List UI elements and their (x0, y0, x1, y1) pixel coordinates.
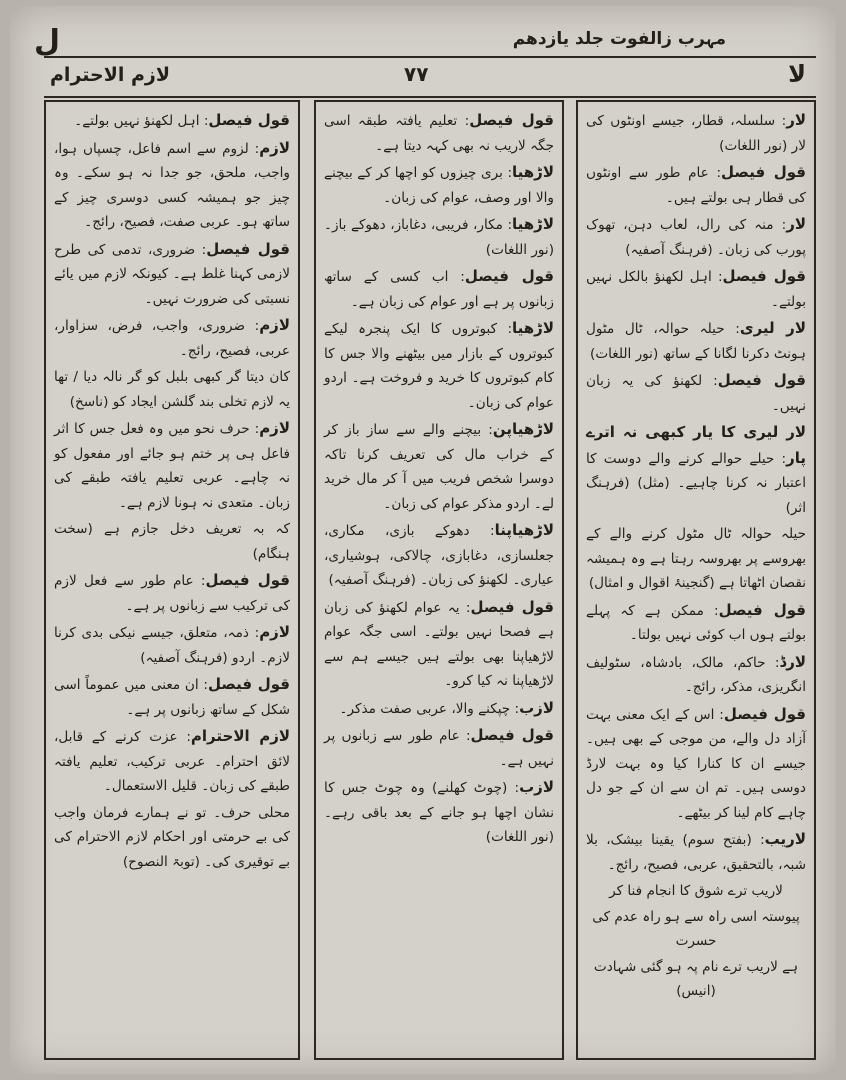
dictionary-entry (324, 417, 554, 516)
entry-headword: قول فیصل (718, 600, 806, 619)
entry-body: : ضروری، تدمی کی طرح لازمی کہنا غلط ہے۔ کیونکہ لازم میں یائے نسبتی کی ضرورت نہیں۔ (54, 241, 290, 307)
dictionary-entry (54, 568, 290, 618)
entry-headword: لاریب (764, 830, 806, 848)
entry-headword: قول فیصل (721, 163, 807, 181)
dictionary-entry (586, 212, 806, 262)
entry-headword: قول فیصل (470, 597, 555, 616)
entry-body: : حاکم، مالک، بادشاہ، سٹولیف انگریزی، مذکر، رائج۔ (586, 654, 806, 695)
entry-body: : لزوم سے اسم فاعل، چسپاں ہوا، واجب، ملحق، جو جدا نہ ہو سکے۔ وہ چیز جو ہمیشہ کسی دوسری چیز کے ساتھ ہو۔ عربی صفت، فصیح، رائج۔ (54, 140, 290, 230)
dictionary-entry (324, 723, 554, 773)
dictionary-entry (586, 420, 806, 520)
columns (44, 100, 816, 1060)
dictionary-entry (54, 313, 290, 363)
dictionary-entry (324, 775, 554, 850)
entry-body: : ضروری، واجب، فرض، سزاوار، عربی، فصیح، رائج۔ (54, 318, 290, 359)
entry-body: حیلہ حوالہ ٹال مٹول کرنے والے کے بھروسے پر بھروسہ رہتا ہے وہ ہمیشہ نقصان اٹھاتا ہے (گنجینۂ اقوال و امثال) (586, 526, 806, 591)
entry-body: : بیچنے والے سے ساز باز کر کے خراب مال کی تعریف کرنا تاکہ دوسرا شخص فریب میں آ کر مال خرید لے۔ اردو مذکر عوام کی زبان۔ (324, 422, 554, 512)
entry-body: : حرف نحو میں وہ فعل جس کا اثر فاعل ہی پر ختم ہو جائے اور مفعول کو نہ چاہے۔ عربی تعلیم یافتہ طبقے کی زبان۔ متعدی نہ ہونا لازم ہے۔ (54, 421, 290, 511)
entry-headword: لازم (259, 316, 290, 334)
dictionary-entry (586, 598, 806, 648)
dictionary-page (10, 6, 836, 1074)
column-left (44, 100, 300, 1060)
entry-headword: لاڑھیاپن (492, 420, 554, 438)
dictionary-entry (54, 365, 290, 414)
entry-headword: قول فیصل (470, 726, 554, 744)
entry-body: کہ بہ تعریف دخل جازم ہے (سخت ہنگام) (54, 521, 290, 562)
entry-headword: قول فیصل (207, 675, 290, 693)
entry-headword: لازم الاحترام (190, 727, 290, 745)
entry-body: : (چوٹ کھلنے) وہ چوٹ جس کا نشان اچھا ہو جانے کے بعد باقی رہے۔ (نور اللغات) (324, 780, 554, 845)
entry-body: : ممکن ہے کہ پہلے بولتے ہوں اب کوئی نہیں بولتا۔ (586, 602, 806, 643)
dictionary-entry (586, 264, 806, 314)
entry-body: : اب کسی کے ساتھ زبانوں پر ہے اور عوام کی زبان ہے۔ (324, 269, 554, 310)
header-entry-mark: لا (788, 60, 806, 88)
dictionary-entry (54, 517, 290, 566)
dictionary-entry (324, 518, 554, 593)
column-middle (314, 100, 564, 1060)
entry-headword: لار لیری کا یار کبھی نہ اترے پار (586, 423, 806, 467)
entry-body: : حیلہ حوالہ، ٹال مٹول ہونٹ دکرنا لگانا کے ساتھ (نور اللغات) (586, 321, 806, 362)
running-head (10, 20, 836, 60)
entry-body: : اس کے ایک معنی بہت آزاد دل والے، من موجی کے بھی ہیں۔ جیسے ان کا کنارا کیا وہ بہت لارڈ دوسی ہیں۔ تم ان سے ان کے جو دل چاہے کام لینا کر بیٹھے۔ (586, 706, 806, 821)
column-right (576, 100, 816, 1060)
dictionary-entry (586, 522, 806, 596)
dictionary-entry (324, 316, 554, 415)
dictionary-entry (324, 595, 554, 694)
entry-headword: لازب (519, 778, 554, 796)
entry-headword: لازب (519, 698, 554, 717)
entry-headword: لاڑھیاپنا (494, 521, 554, 539)
entry-body: : حیلے حوالے کرنے والے دوست کا اعتبار نہ کرنا چاہیے۔ (مثل) (فرہنگ اثر) (586, 450, 806, 516)
dictionary-entry (324, 264, 554, 314)
dictionary-entry (324, 212, 554, 262)
entry-headword: لازم (259, 623, 290, 641)
entry-headword: قول فیصل (469, 111, 555, 129)
dictionary-entry (586, 368, 806, 418)
entry-body: : تعلیم یافتہ طبقہ اسی جگہ لاریب نہ بھی کہہ دیتا ہے۔ (324, 113, 554, 154)
entry-body: : اہل لکھنؤ بالکل نہیں بولتے۔ (586, 269, 806, 310)
entry-body: : عام طور سے زبانوں پر نہیں ہے۔ (324, 728, 554, 769)
entry-headword: لار (786, 215, 806, 233)
entry-body: : سلسلہ، قطار، جیسے اونٹوں کی لار (نور اللغات) (586, 113, 806, 154)
dictionary-entry (54, 416, 290, 515)
entry-body: : عام طور سے فعل لازم کی ترکیب سے زبانوں پر ہے۔ (54, 573, 290, 614)
header-rule-bottom (44, 96, 816, 98)
entry-body: محلی حرف۔ تو نے ہمارے فرمان واجب کی بے حرمتی اور احکام لازم الاحترام کی بے توقیری کی۔ (توبۃ النصوح) (54, 804, 290, 870)
dictionary-entry (54, 620, 290, 670)
entry-headword: لاڑھیا (512, 163, 554, 181)
entry-headword: لار لیری (739, 319, 806, 337)
entry-body: : چپکنے والا، عربی صفت مذکر۔ (339, 700, 520, 717)
entry-body: : ان معنی میں عموماً اسی شکل کے ساتھ زبانوں پر ہے۔ (54, 677, 290, 718)
dictionary-entry (586, 827, 806, 877)
verse-line: پیوستہ اسی راہ سے ہو راہ عدم کی حسرت (592, 909, 800, 949)
entry-headword: قول فیصل (205, 571, 290, 589)
dictionary-entry (586, 650, 806, 700)
entry-body: : (بفتح سوم) یقینا بیشک، بلا شبہ، بالتحقیق، عربی، فصیح، رائج۔ (586, 832, 806, 873)
entry-body: : یہ عوام لکھنؤ کی زبان ہے فصحا نہیں بولتے۔ اسی جگہ عوام لاڑھیاپنا بھی بولتے ہیں جیسے ہم سے لاڑھیاپنا نہ کیا کرو۔ (324, 599, 554, 689)
entry-headword: لار (786, 111, 806, 129)
entry-headword: لازم (259, 138, 290, 157)
dictionary-entry (54, 801, 290, 875)
dictionary-entry (54, 136, 290, 235)
entry-headword: قول فیصل (208, 111, 290, 129)
dictionary-entry (324, 160, 554, 210)
entry-body: : بری چیزوں کو اچھا کر کے بیچنے والا اور وصف، عوام کی زبان۔ (324, 165, 554, 206)
verse-line: لاریب ترے شوق کا انجام فنا کر (609, 883, 783, 899)
entry-headword: لاڑھیا (512, 319, 554, 337)
dictionary-entry (324, 696, 554, 722)
entry-body: کان دیتا گر کبھی بلبل کو گر نالہ دیا / تھا یہ لازم تخلی بند گلشن ایجاد کو (ناسخ) (54, 369, 290, 410)
dictionary-entry (586, 108, 806, 158)
entry-body: : لکھنؤ کی یہ زبان نہیں۔ (586, 373, 806, 414)
verse-line: ہے لاریب ترے نام پہ ہو گئی شہادت (انیس) (593, 959, 799, 999)
dictionary-entry (54, 108, 290, 134)
entry-headword: قول فیصل (464, 267, 554, 285)
entry-headword: قول فیصل (206, 239, 290, 258)
entry-headword: لازم (259, 419, 290, 437)
dictionary-entry (54, 672, 290, 722)
dictionary-entry (54, 237, 290, 312)
running-head-title: مہرب زالفوت جلد یازدھم (512, 29, 726, 49)
entry-body: : اہل لکھنؤ نہیں بولتے۔ (74, 113, 209, 129)
dictionary-entry (324, 108, 554, 158)
running-head-mark: ل (34, 24, 61, 59)
header-entry-title: لازم الاحترام (50, 64, 170, 86)
dictionary-entry (586, 702, 806, 826)
entry-headword: قول فیصل (717, 371, 806, 389)
dictionary-entry (586, 316, 806, 366)
header-band (44, 58, 816, 98)
entry-body: : منہ کی رال، لعاب دہن، تھوک پورب کی زبان۔ (فرہنگ آصفیہ) (586, 217, 806, 258)
entry-body: : دھوکے بازی، مکاری، جعلسازی، دغابازی، چالاکی، ہوشیاری، عیاری۔ لکھنؤ کی زبان۔ (فرہنگ آصفیہ) (324, 523, 554, 588)
dictionary-entry (586, 160, 806, 210)
dictionary-entry (54, 724, 290, 799)
entry-body: : عزت کرنے کے قابل، لائق احترام۔ عربی ترکیب، تعلیم یافتہ طبقے کی زبان۔ قلیل الاستعمال۔ (54, 729, 290, 794)
entry-headword: لارڈ (779, 652, 806, 671)
entry-headword: قول فیصل (723, 704, 807, 723)
entry-body: : عام طور سے اونٹوں کی قطار ہی بولتے ہیں۔ (586, 165, 806, 206)
entry-body: : کبوتروں کا ایک پنجرہ لیکے کبوتروں کے بازار میں بیٹھنے والا جس کا کام کبوتروں کا خرید و فروخت ہے۔ اردو عوام کی زبان۔ (324, 321, 554, 411)
entry-body: : ذمہ، متعلق، جیسے نیکی بدی کرنا لازم۔ اردو (فرہنگ آصفیہ) (54, 625, 290, 666)
entry-headword: قول فیصل (722, 267, 807, 285)
entry-body: : مکار، فریبی، دغاباز، دھوکے باز۔ (نور اللغات) (324, 217, 554, 258)
entry-headword: لاڑھیا (512, 215, 554, 233)
page-number: ۷۷ (404, 62, 429, 86)
